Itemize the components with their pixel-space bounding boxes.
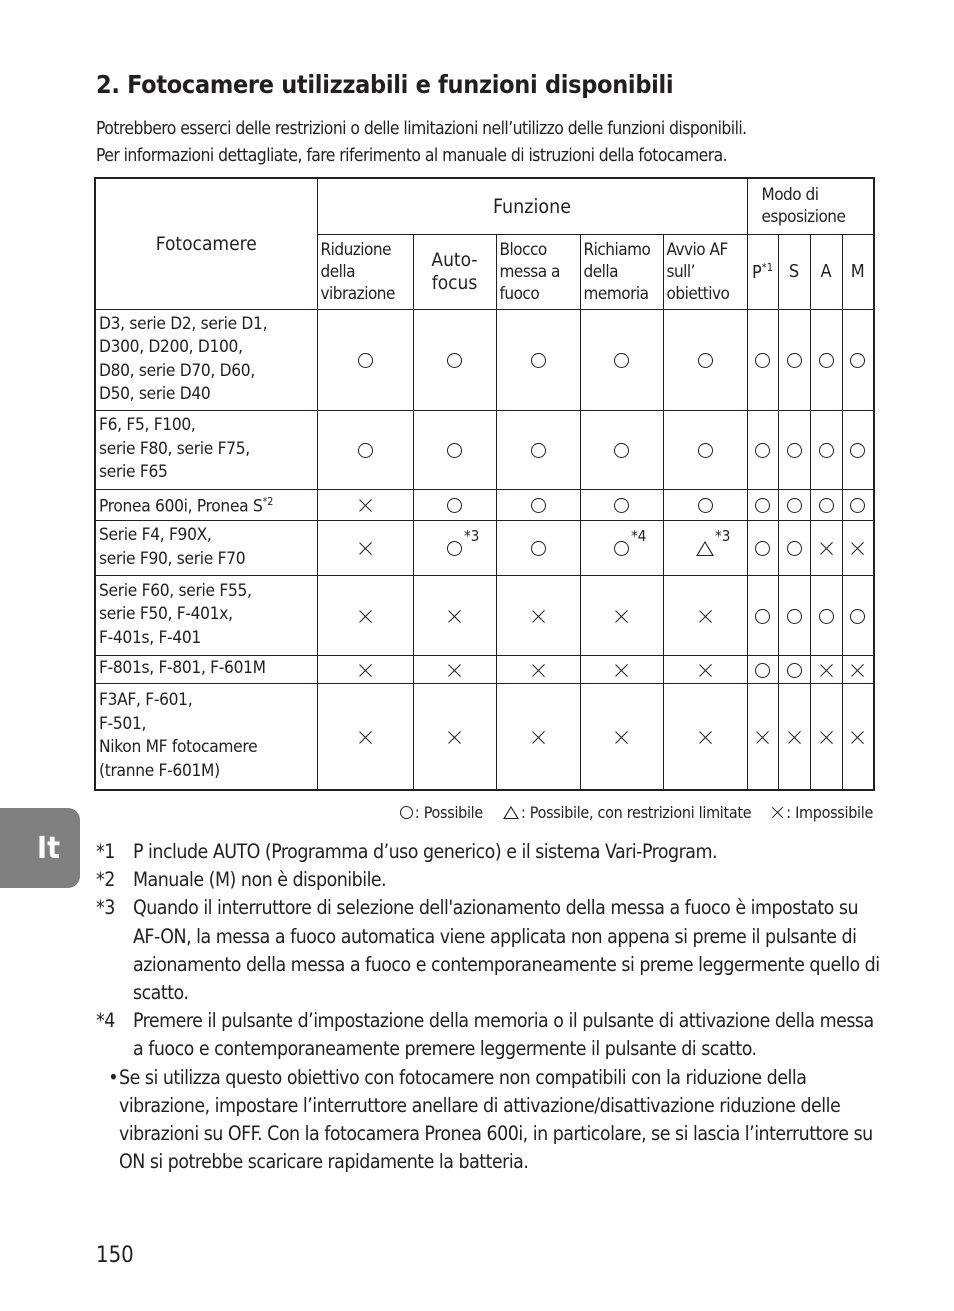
page-number: 150: [96, 1243, 134, 1268]
support-cell: [663, 655, 747, 683]
camera-cell: Serie F60, serie F55, serie F50, F-401x, F-401s, F-401: [95, 575, 317, 655]
support-cell: [317, 655, 413, 683]
header-mode-m: M: [842, 234, 874, 309]
circle-icon: [755, 663, 770, 678]
header-vibration-reduction: Riduzione della vibrazione: [317, 234, 413, 309]
legend: [400, 803, 873, 822]
support-cell: [778, 410, 810, 489]
circle-icon: [755, 609, 770, 624]
table-row: [95, 683, 874, 790]
support-cell: [810, 309, 842, 410]
support-cell: [496, 655, 580, 683]
cross-icon: [614, 609, 629, 624]
cross-icon: [787, 730, 802, 745]
support-cell: [778, 489, 810, 520]
circle-icon: [850, 609, 865, 624]
support-cell: [413, 520, 496, 575]
support-cell: [580, 410, 663, 489]
cell-footnote-ref: *3: [715, 527, 731, 545]
circle-icon: [819, 353, 834, 368]
support-cell: [747, 309, 778, 410]
support-cell: [810, 683, 842, 790]
circle-icon: [447, 541, 462, 556]
circle-icon: [447, 443, 462, 458]
circle-icon: [447, 353, 462, 368]
cross-icon: [614, 663, 629, 678]
support-cell: [842, 683, 874, 790]
circle-icon: [614, 541, 629, 556]
support-cell: [747, 520, 778, 575]
support-cell: [413, 489, 496, 520]
camera-cell: F3AF, F-601, F-501, Nikon MF fotocamere (tranne F-601M): [95, 683, 317, 790]
support-cell: [580, 655, 663, 683]
support-cell: [842, 655, 874, 683]
cross-icon: [358, 730, 373, 745]
table-row: [95, 309, 874, 410]
cross-icon: [850, 730, 865, 745]
header-cameras: Fotocamere: [95, 178, 317, 309]
support-cell: [778, 309, 810, 410]
header-af-start: Avvio AF sull’ obiettivo: [663, 234, 747, 309]
support-cell: [580, 520, 663, 575]
circle-icon: [531, 498, 546, 513]
legend-impossible: : Impossibile: [771, 803, 873, 822]
support-cell: [317, 309, 413, 410]
support-cell: [663, 683, 747, 790]
cross-icon: [819, 730, 834, 745]
support-cell: [413, 410, 496, 489]
table-row: [95, 489, 874, 520]
table-row: [95, 655, 874, 683]
circle-icon: [787, 353, 802, 368]
footnote: *2 Manuale (M) non è disponibile.: [96, 868, 387, 892]
cross-icon: [755, 730, 770, 745]
support-cell: [810, 655, 842, 683]
cell-footnote-ref: *4: [631, 527, 647, 545]
support-cell: [810, 575, 842, 655]
support-cell: [496, 683, 580, 790]
cross-icon: [531, 730, 546, 745]
support-cell: [317, 489, 413, 520]
support-cell: [663, 489, 747, 520]
support-cell: [580, 575, 663, 655]
support-cell: [747, 489, 778, 520]
circle-icon: [400, 806, 413, 819]
support-cell: [580, 489, 663, 520]
circle-icon: [698, 498, 713, 513]
camera-cell: F-801s, F-801, F-601M: [95, 655, 317, 683]
circle-icon: [819, 498, 834, 513]
support-cell: [747, 575, 778, 655]
support-cell: [496, 575, 580, 655]
header-function-group: Funzione: [317, 178, 747, 234]
table-row: [95, 520, 874, 575]
intro-line: Potrebbero esserci delle restrizioni o delle limitazioni nell’utilizzo delle funzioni disponibili.: [96, 119, 747, 139]
header-mode-a: A: [810, 234, 842, 309]
page-title: 2. Fotocamere utilizzabili e funzioni disponibili: [96, 70, 674, 99]
support-cell: [747, 655, 778, 683]
intro-line: Per informazioni dettagliate, fare riferimento al manuale di istruzioni della fotocamera.: [96, 146, 728, 166]
support-cell: [663, 575, 747, 655]
circle-icon: [787, 498, 802, 513]
cross-icon: [698, 663, 713, 678]
cross-icon: [358, 663, 373, 678]
cross-icon: [447, 663, 462, 678]
support-cell: [810, 489, 842, 520]
legend-limited: : Possibile, con restrizioni limitate: [503, 803, 751, 822]
camera-cell: Serie F4, F90X, serie F90, serie F70: [95, 520, 317, 575]
cross-icon: [850, 663, 865, 678]
support-cell: [496, 520, 580, 575]
cross-icon: [698, 609, 713, 624]
cross-icon: [771, 806, 784, 819]
circle-icon: [614, 443, 629, 458]
compatibility-table: [94, 177, 875, 791]
header-memory-recall: Richiamo della memoria: [580, 234, 663, 309]
support-cell: [778, 575, 810, 655]
cross-icon: [614, 730, 629, 745]
cross-icon: [358, 498, 373, 513]
triangle-icon: [696, 541, 714, 556]
support-cell: [496, 410, 580, 489]
language-tab: It: [0, 808, 80, 888]
cross-icon: [819, 663, 834, 678]
camera-cell: Pronea 600i, Pronea $S^{*2}$: [95, 489, 317, 520]
circle-icon: [787, 443, 802, 458]
support-cell: [663, 309, 747, 410]
circle-icon: [850, 443, 865, 458]
support-cell: [317, 683, 413, 790]
bullet-note: • Se si utilizza questo obiettivo con fotocamere non compatibili con la riduzione della vibrazione, impostare l’interruttore anellare di attivazione/disattivazione riduzione delle vibrazioni su OFF. Con la fotocamera Pronea 600i, in particolare, se si lascia l’interruttore su ON si potrebbe scaricare rapidamente la batteria.: [108, 1065, 873, 1174]
cell-footnote-ref: *3: [464, 527, 480, 545]
circle-icon: [850, 498, 865, 513]
circle-icon: [698, 353, 713, 368]
cross-icon: [850, 541, 865, 556]
cross-icon: [447, 609, 462, 624]
header-focus-lock: Blocco messa a fuoco: [496, 234, 580, 309]
circle-icon: [698, 443, 713, 458]
camera-cell: D3, serie D2, serie D1, D300, D200, D100, D80, serie D70, D60, D50, serie D40: [95, 309, 317, 410]
footnotes: [96, 838, 886, 1176]
triangle-icon: [503, 806, 519, 819]
circle-icon: [358, 353, 373, 368]
cross-icon: [698, 730, 713, 745]
cross-icon: [531, 663, 546, 678]
support-cell: [663, 520, 747, 575]
footnote: *3 Quando il interruttore di selezione dell'azionamento della messa a fuoco è impostato su AF-ON, la messa a fuoco automatica viene applicata non appena si preme il pulsante di azionamento della messa a fuoco e contemporaneamente si preme leggermente quello di scatto.: [96, 896, 880, 1005]
circle-icon: [614, 498, 629, 513]
circle-icon: [447, 498, 462, 513]
support-cell: [842, 410, 874, 489]
intro-paragraph: [96, 116, 886, 170]
support-cell: [842, 520, 874, 575]
footnote: *4 Premere il pulsante d’impostazione della memoria o il pulsante di attivazione della messa a fuoco e contemporaneamente premere leggermente il pulsante di scatto.: [96, 1009, 874, 1061]
support-cell: [778, 520, 810, 575]
circle-icon: [755, 541, 770, 556]
support-cell: [317, 410, 413, 489]
support-cell: [842, 575, 874, 655]
legend-possible: : Possibile: [400, 803, 483, 822]
cross-icon: [531, 609, 546, 624]
footnote: *1 P include AUTO (Programma d’uso generico) e il sistema Vari-Program.: [96, 840, 718, 863]
support-cell: [810, 520, 842, 575]
circle-icon: [614, 353, 629, 368]
support-cell: [317, 575, 413, 655]
support-cell: [810, 410, 842, 489]
support-cell: [413, 309, 496, 410]
circle-icon: [819, 443, 834, 458]
circle-icon: [531, 353, 546, 368]
support-cell: [778, 683, 810, 790]
table-body: [95, 309, 874, 790]
circle-icon: [755, 353, 770, 368]
header-autofocus: Auto- focus: [413, 234, 496, 309]
header-mode-p: $P^{*1}$: [747, 234, 778, 309]
circle-icon: [755, 498, 770, 513]
support-cell: [778, 655, 810, 683]
cross-icon: [358, 609, 373, 624]
circle-icon: [755, 443, 770, 458]
support-cell: [413, 575, 496, 655]
support-cell: [496, 489, 580, 520]
table-row: [95, 575, 874, 655]
support-cell: [413, 655, 496, 683]
support-cell: [747, 410, 778, 489]
cross-icon: [819, 541, 834, 556]
camera-cell: F6, F5, F100, serie F80, serie F75, serie F65: [95, 410, 317, 489]
circle-icon: [531, 443, 546, 458]
support-cell: [842, 489, 874, 520]
circle-icon: [787, 609, 802, 624]
support-cell: [842, 309, 874, 410]
circle-icon: [850, 353, 865, 368]
support-cell: [496, 309, 580, 410]
circle-icon: [787, 541, 802, 556]
cross-icon: [358, 541, 373, 556]
circle-icon: [358, 443, 373, 458]
header-mode-group: Modo di esposizione: [747, 178, 874, 234]
circle-icon: [787, 663, 802, 678]
circle-icon: [819, 609, 834, 624]
support-cell: [317, 520, 413, 575]
support-cell: [580, 309, 663, 410]
circle-icon: [531, 541, 546, 556]
support-cell: [663, 410, 747, 489]
header-mode-s: S: [778, 234, 810, 309]
support-cell: [747, 683, 778, 790]
support-cell: [413, 683, 496, 790]
table-row: [95, 410, 874, 489]
support-cell: [580, 683, 663, 790]
cross-icon: [447, 730, 462, 745]
